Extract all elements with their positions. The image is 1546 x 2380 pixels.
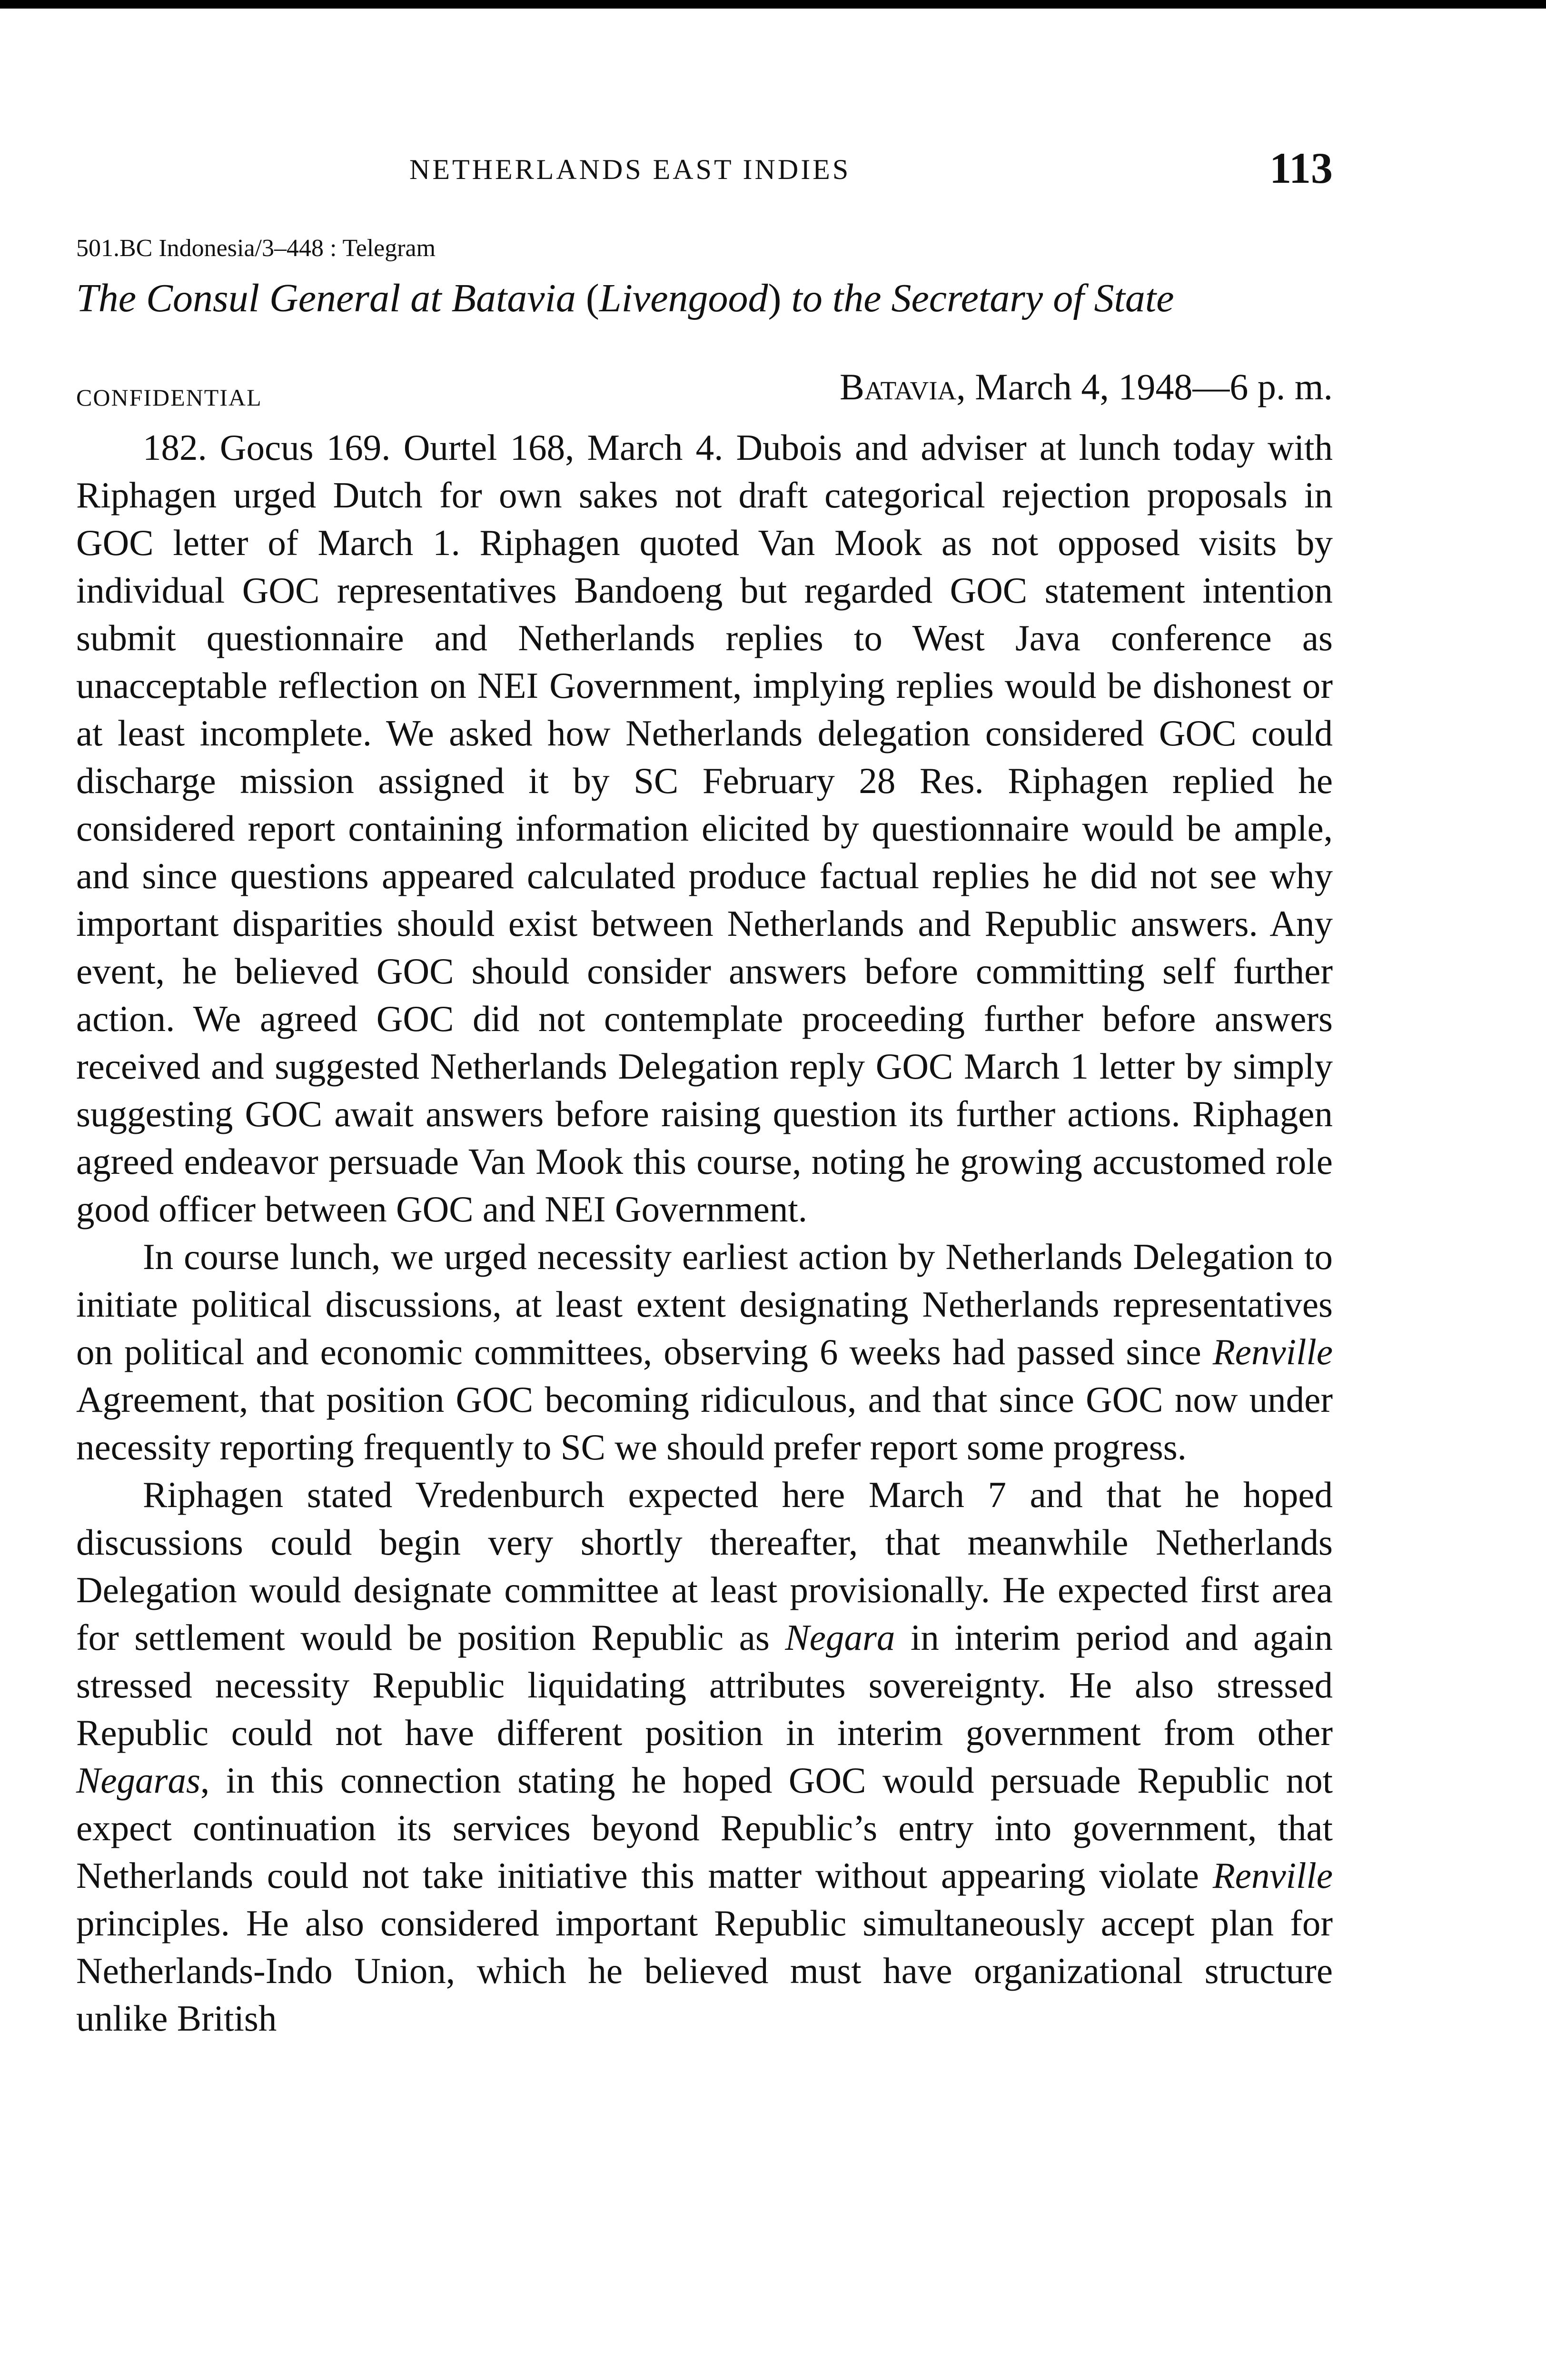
page-number: 113 [1269, 144, 1333, 192]
italic-term: Renville [1212, 1855, 1333, 1896]
paragraph-text: in interim period and again stressed necessity Republic liquidating attributes sovereignty. He also stressed Republic could not have different position in interim government from other [76, 1617, 1333, 1753]
dateline-date: , March 4, 1948—6 p. m. [956, 366, 1333, 407]
paragraph-2 [76, 1233, 1333, 1471]
italic-term: Negaras [76, 1760, 200, 1801]
italic-term: Negara [785, 1617, 895, 1658]
document-title [76, 275, 1333, 321]
paragraph-text: , in this connection stating he hoped GOC would persuade Republic not expect continuation its services beyond Republic’s entry into government, that Netherlands could not take initiative this matter without appearing violate [76, 1760, 1333, 1896]
paragraph-1 [76, 424, 1333, 1233]
dateline [840, 366, 1333, 408]
paragraph-text: 182. Gocus 169. Ourtel 168, March 4. Dubois and adviser at lunch today with Riphagen urged Dutch for own sakes not draft categorical rejection proposals in GOC letter of March 1. Riphagen quoted Van Mook as not opposed visits by individual GOC representatives Bandoeng but regarded GOC statement intention submit questionnaire and Netherlands replies to West Java conference as unacceptable reflection on NEI Government, implying replies would be dishonest or at least incomplete. We asked how Netherlands delegation considered GOC could discharge mission assigned it by SC February 28 Res. Riphagen replied he considered report containing information elicited by questionnaire would be ample, and since questions appeared calculated produce factual replies he did not see why important disparities should exist between Netherlands and Republic answers. Any event, he believed GOC should consider answers before committing self further action. We agreed GOC did not contemplate proceeding further before answers received and suggested Netherlands Delegation reply GOC March 1 letter by simply suggesting GOC await answers before raising question its further actions. Riphagen agreed endeavor persuade Van Mook this course, noting he growing accustomed role good officer between GOC and NEI Government. [76, 427, 1333, 1230]
title-prefix: The Consul General at Batavia [76, 276, 586, 320]
title-paren-open: ( [585, 276, 599, 320]
italic-term: Renville [1212, 1331, 1333, 1372]
file-reference: 501.BC Indonesia/3–448 : Telegram [76, 235, 436, 262]
paragraph-text: principles. He also considered important Republic simultaneously accept plan for Netherlands-Indo Union, which he believed must have organizational structure unlike British [76, 1903, 1333, 2039]
paragraph-text: In course lunch, we urged necessity earliest action by Netherlands Delegation to initiate political discussions, at least extent designating Netherlands representatives on political and economic committees, observing 6 weeks had passed since [76, 1236, 1333, 1372]
dateline-place: Batavia [840, 366, 957, 407]
title-suffix: to the Secretary of State [781, 276, 1174, 320]
paragraph-3 [76, 1471, 1333, 2042]
classification-label: CONFIDENTIAL [76, 384, 262, 411]
running-title: NETHERLANDS EAST INDIES [409, 154, 851, 185]
paragraph-text: Agreement, that position GOC becoming ridiculous, and that since GOC now under necessity reporting frequently to SC we should prefer report some progress. [76, 1379, 1333, 1468]
top-edge-rule [0, 0, 1546, 9]
running-head [76, 143, 1333, 200]
telegram-body [76, 424, 1333, 2042]
title-paren-close: ) [768, 276, 782, 320]
title-name: Livengood [599, 276, 768, 320]
paragraph-text: Riphagen stated Vredenburch expected here March 7 and that he hoped discussions could begin very shortly thereafter, that meanwhile Netherlands Delegation would designate committee at least provisionally. He expected first area for settlement would be position Republic as [76, 1474, 1333, 1658]
